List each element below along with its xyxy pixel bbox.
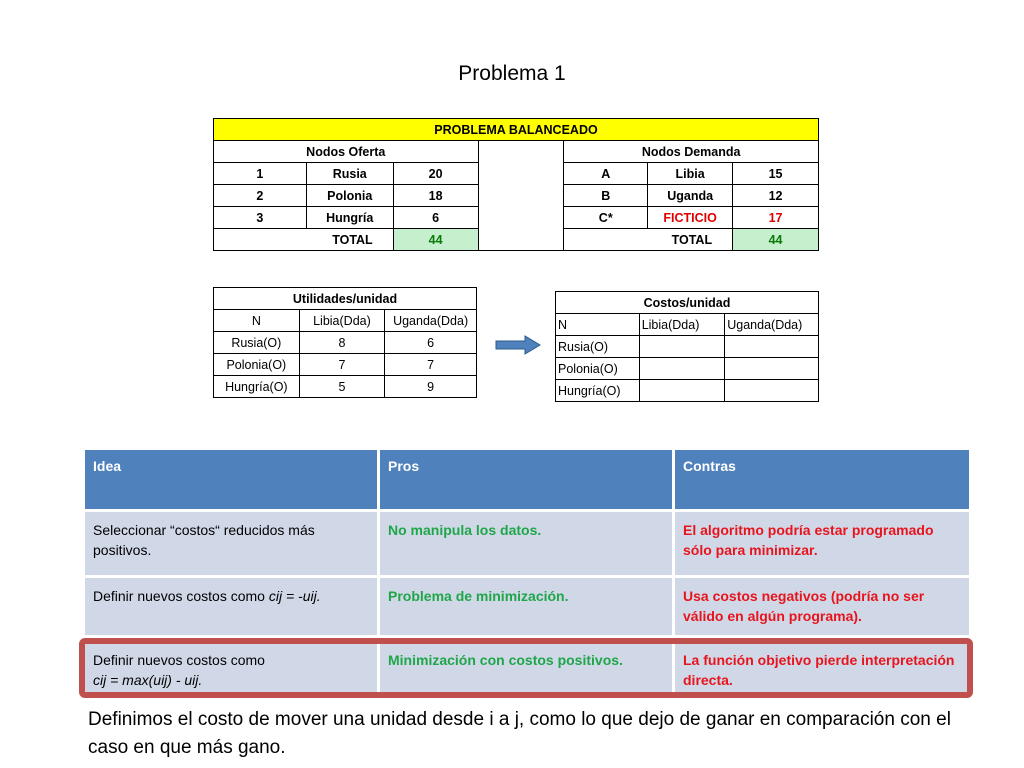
highlight-box: [79, 638, 973, 698]
demand-name: Libia: [648, 163, 733, 185]
empty-cell: [639, 358, 725, 380]
empty-cell: [725, 380, 819, 402]
idea-cell: [85, 580, 377, 612]
idea-text: Definir nuevos costos como: [93, 652, 265, 668]
formula: cij = -uij.: [268, 588, 321, 604]
row-divider: [85, 509, 969, 512]
demand-total-label: TOTAL: [564, 229, 733, 251]
utility-value: 6: [385, 332, 477, 354]
demand-name-fictitious: FICTICIO: [648, 207, 733, 229]
supply-qty: 20: [393, 163, 478, 185]
empty-cell: [725, 336, 819, 358]
demand-qty-fictitious: 17: [733, 207, 819, 229]
cons-cell: La función objetivo pierde interpretación directa.: [683, 652, 955, 688]
demand-id: A: [564, 163, 648, 185]
utilities-header: Utilidades/unidad: [214, 288, 477, 310]
demand-total: 44: [733, 229, 819, 251]
utility-value: 7: [385, 354, 477, 376]
supply-name: Polonia: [306, 185, 393, 207]
col-header: N: [214, 310, 300, 332]
costs-header: Costos/unidad: [556, 292, 819, 314]
col-header: Libia(Dda): [639, 314, 725, 336]
ideas-header-idea: Idea: [85, 450, 377, 509]
ideas-header-pros: Pros: [380, 450, 672, 509]
demand-header: Nodos Demanda: [564, 141, 819, 163]
costs-table: [555, 291, 819, 402]
balanced-header: PROBLEMA BALANCEADO: [214, 119, 819, 141]
supply-id: 1: [214, 163, 307, 185]
row-label: Rusia(O): [556, 336, 640, 358]
row-label: Rusia(O): [214, 332, 300, 354]
demand-id: B: [564, 185, 648, 207]
spacer-cell: [478, 141, 564, 251]
empty-cell: [725, 358, 819, 380]
supply-id: 3: [214, 207, 307, 229]
supply-header: Nodos Oferta: [214, 141, 479, 163]
supply-name: Rusia: [306, 163, 393, 185]
ideas-header-cons: Contras: [675, 450, 969, 509]
demand-id: C*: [564, 207, 648, 229]
balanced-problem-table: [213, 118, 819, 251]
utility-value: 5: [299, 376, 385, 398]
page-title: Problema 1: [458, 62, 566, 85]
demand-name: Uganda: [648, 185, 733, 207]
idea-cell: Seleccionar “costos“ reducidos más positivos.: [93, 522, 315, 558]
utility-value: 9: [385, 376, 477, 398]
formula: cij = max(uij) - uij.: [93, 672, 203, 688]
demand-qty: 15: [733, 163, 819, 185]
utilities-table: [213, 287, 477, 398]
col-header: N: [556, 314, 640, 336]
col-header: Uganda(Dda): [725, 314, 819, 336]
pros-cell: Minimización con costos positivos.: [388, 652, 623, 668]
row-label: Hungría(O): [214, 376, 300, 398]
idea-text: Definir nuevos costos como: [93, 588, 269, 604]
pros-cell: No manipula los datos.: [388, 522, 542, 538]
supply-id: 2: [214, 185, 307, 207]
empty-cell: [639, 380, 725, 402]
col-header: Uganda(Dda): [385, 310, 477, 332]
cons-cell: Usa costos negativos (podría no ser válido en algún programa).: [683, 588, 925, 624]
demand-qty: 12: [733, 185, 819, 207]
utility-value: 8: [299, 332, 385, 354]
caption-text: Definimos el costo de mover una unidad desde i a j, como lo que dejo de ganar en comparación con el caso en que más gano.: [88, 709, 951, 758]
row-label: Polonia(O): [214, 354, 300, 376]
pros-cell: Problema de minimización.: [388, 588, 569, 604]
right-arrow-icon: [495, 335, 541, 355]
empty-cell: [639, 336, 725, 358]
supply-total-label: TOTAL: [214, 229, 394, 251]
supply-qty: 18: [393, 185, 478, 207]
col-header: Libia(Dda): [299, 310, 385, 332]
supply-name: Hungría: [306, 207, 393, 229]
row-label: Polonia(O): [556, 358, 640, 380]
supply-total: 44: [393, 229, 478, 251]
row-divider: [85, 575, 969, 578]
utility-value: 7: [299, 354, 385, 376]
cons-cell: El algoritmo podría estar programado sólo para minimizar.: [683, 522, 934, 558]
supply-qty: 6: [393, 207, 478, 229]
row-label: Hungría(O): [556, 380, 640, 402]
